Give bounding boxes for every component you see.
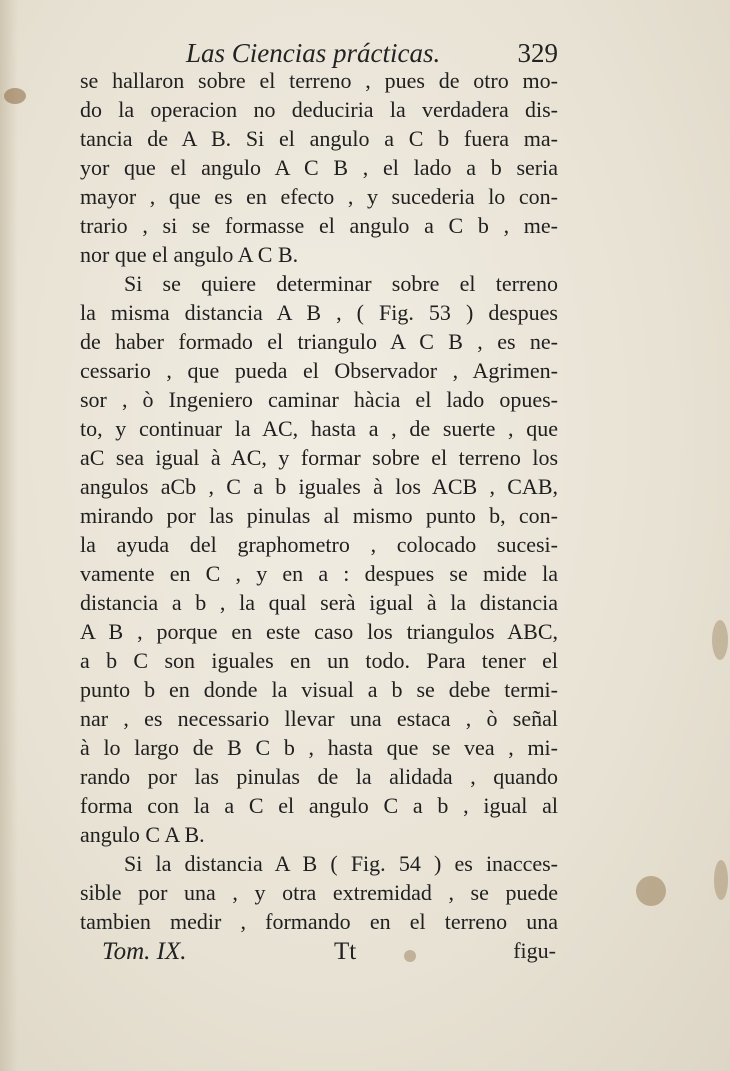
body-text <box>80 66 558 936</box>
text-line: tambien medir , formando en el terreno una <box>80 909 558 934</box>
page-edge-shadow <box>0 0 18 1071</box>
page-footer <box>102 938 558 972</box>
foxing-spot <box>712 620 728 660</box>
text-line: à lo largo de B C b , hasta que se vea , mi- <box>80 735 558 760</box>
text-line: to, y continuar la AC, hasta a , de suerte , que <box>80 416 558 441</box>
catchword: figu- <box>513 938 556 963</box>
text-line: nar , es necessario llevar una estaca , ò señal <box>80 706 558 731</box>
text-line: yor que el angulo A C B , el lado a b seria <box>80 155 558 180</box>
text-line: do la operacion no deduciria la verdadera dis- <box>80 97 558 122</box>
text-line: mirando por las pinulas al mismo punto b, con- <box>80 503 558 528</box>
signature-mark: Tt <box>334 938 357 965</box>
text-line: Si se quiere determinar sobre el terreno <box>124 271 558 296</box>
page-number: 329 <box>517 38 558 68</box>
text-line: sor , ò Ingeniero caminar hàcia el lado opues- <box>80 387 558 412</box>
text-line: sible por una , y otra extremidad , se puede <box>80 880 558 905</box>
text-line: aC sea igual à AC, y formar sobre el terreno los <box>80 445 558 470</box>
text-line: distancia a b , la qual serà igual à la distancia <box>80 590 558 615</box>
volume-mark: Tom. IX. <box>102 938 187 965</box>
foxing-spot <box>4 88 26 104</box>
text-line: de haber formado el triangulo A C B , es ne- <box>80 329 558 354</box>
text-line: se hallaron sobre el terreno , pues de otro mo- <box>80 68 558 93</box>
text-line: angulos aCb , C a b iguales à los ACB , CAB, <box>80 474 558 499</box>
text-line: la ayuda del graphometro , colocado sucesi- <box>80 532 558 557</box>
text-line: vamente en C , y en a : despues se mide la <box>80 561 558 586</box>
text-line: Si la distancia A B ( Fig. 54 ) es inacces- <box>124 851 558 876</box>
text-line: a b C son iguales en un todo. Para tener el <box>80 648 558 673</box>
text-line: mayor , que es en efecto , y sucederia lo con- <box>80 184 558 209</box>
running-title: Las Ciencias prácticas. <box>186 38 441 68</box>
text-line: la misma distancia A B , ( Fig. 53 ) despues <box>80 300 558 325</box>
text-line: tancia de A B. Si el angulo a C b fuera ma- <box>80 126 558 151</box>
foxing-spot <box>714 860 728 900</box>
text-line: A B , porque en este caso los triangulos ABC, <box>80 619 558 644</box>
text-line: nor que el angulo A C B. <box>80 242 299 267</box>
text-line: rando por las pinulas de la alidada , quando <box>80 764 558 789</box>
text-line: punto b en donde la visual a b se debe termi- <box>80 677 558 702</box>
text-line: angulo C A B. <box>80 822 205 847</box>
text-line: forma con la a C el angulo C a b , igual al <box>80 793 558 818</box>
text-line: cessario , que pueda el Observador , Agrimen- <box>80 358 558 383</box>
text-line: trario , si se formasse el angulo a C b , me- <box>80 213 558 238</box>
foxing-spot <box>636 876 666 906</box>
